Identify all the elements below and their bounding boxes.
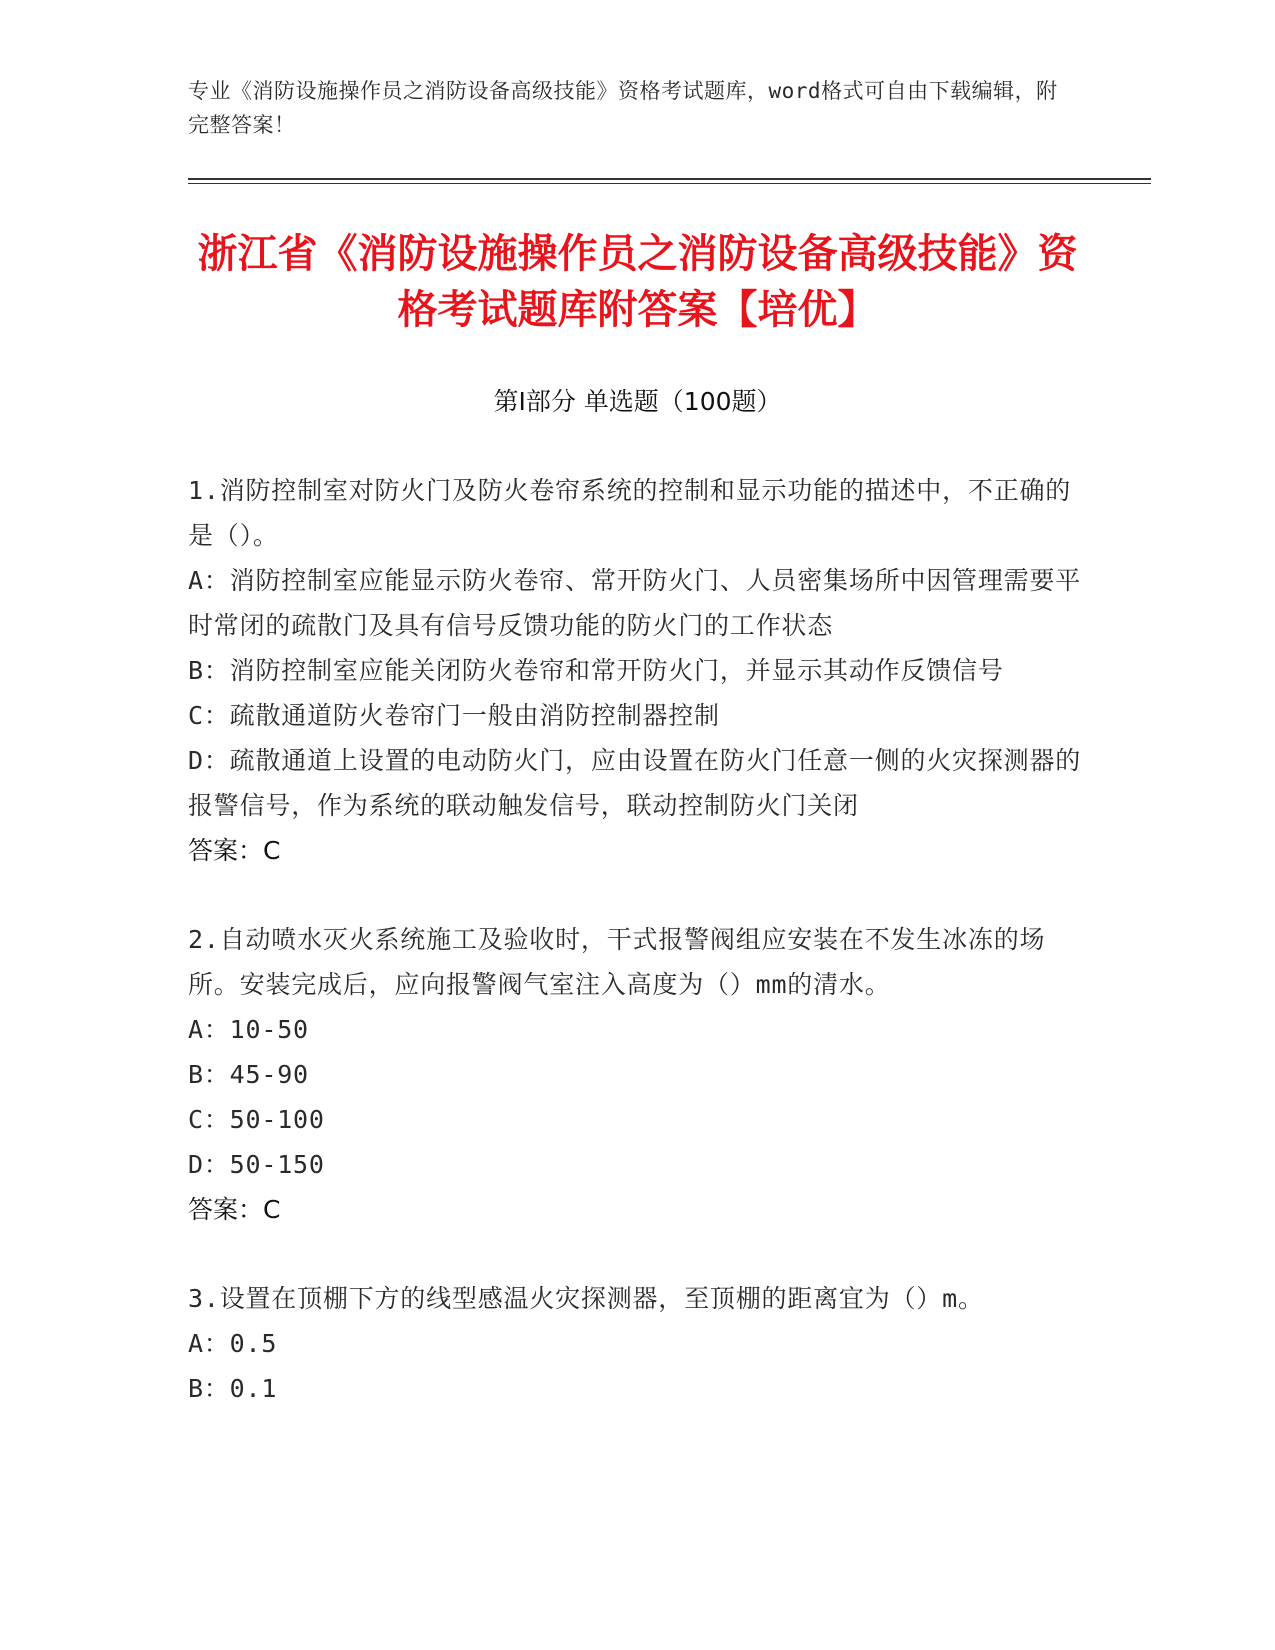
answer: 答案：C (188, 836, 281, 865)
option-a: A：0.5 (188, 1329, 278, 1358)
option-c: C：疏散通道防火卷帘门一般由消防控制器控制 (188, 701, 720, 730)
option-a: A：10-50 (188, 1015, 309, 1044)
option-a: A：消防控制室应能显示防火卷帘、常开防火门、人员密集场所中因管理需要平时常闭的疏散门及具有信号反馈功能的防火门的工作状态 (188, 566, 1082, 640)
option-b: B：0.1 (188, 1374, 278, 1403)
option-d: D：疏散通道上设置的电动防火门，应由设置在防火门任意一侧的火灾探测器的报警信号，作为系统的联动触发信号，联动控制防火门关闭 (188, 746, 1082, 820)
answer: 答案：C (188, 1195, 281, 1224)
option-b: B：消防控制室应能关闭防火卷帘和常开防火门，并显示其动作反馈信号 (188, 656, 1004, 685)
question-list (188, 468, 1088, 1455)
option-d: D：50-150 (188, 1150, 325, 1179)
question-stem: 2.自动喷水灭火系统施工及验收时，干式报警阀组应安装在不发生冰冻的场所。安装完成后，应向报警阀气室注入高度为（）mm的清水。 (188, 925, 1046, 999)
header-rule-thick (188, 178, 1151, 180)
question-stem: 1.消防控制室对防火门及防火卷帘系统的控制和显示功能的描述中，不正确的是（）。 (188, 476, 1072, 550)
document-title: 浙江省《消防设施操作员之消防设备高级技能》资格考试题库附答案【培优】 (197, 231, 1078, 333)
question-2 (188, 917, 1088, 1232)
question-3 (188, 1276, 1088, 1411)
header-note: 专业《消防设施操作员之消防设备高级技能》资格考试题库，word格式可自由下载编辑，附完整答案！ (188, 79, 1058, 137)
question-1 (188, 468, 1088, 873)
option-c: C：50-100 (188, 1105, 325, 1134)
header-rule-thin (188, 183, 1151, 184)
option-b: B：45-90 (188, 1060, 309, 1089)
section-title: 第Ⅰ部分 单选题（100题） (493, 387, 782, 416)
question-stem: 3.设置在顶棚下方的线型感温火灾探测器，至顶棚的距离宜为（）m。 (188, 1284, 984, 1313)
